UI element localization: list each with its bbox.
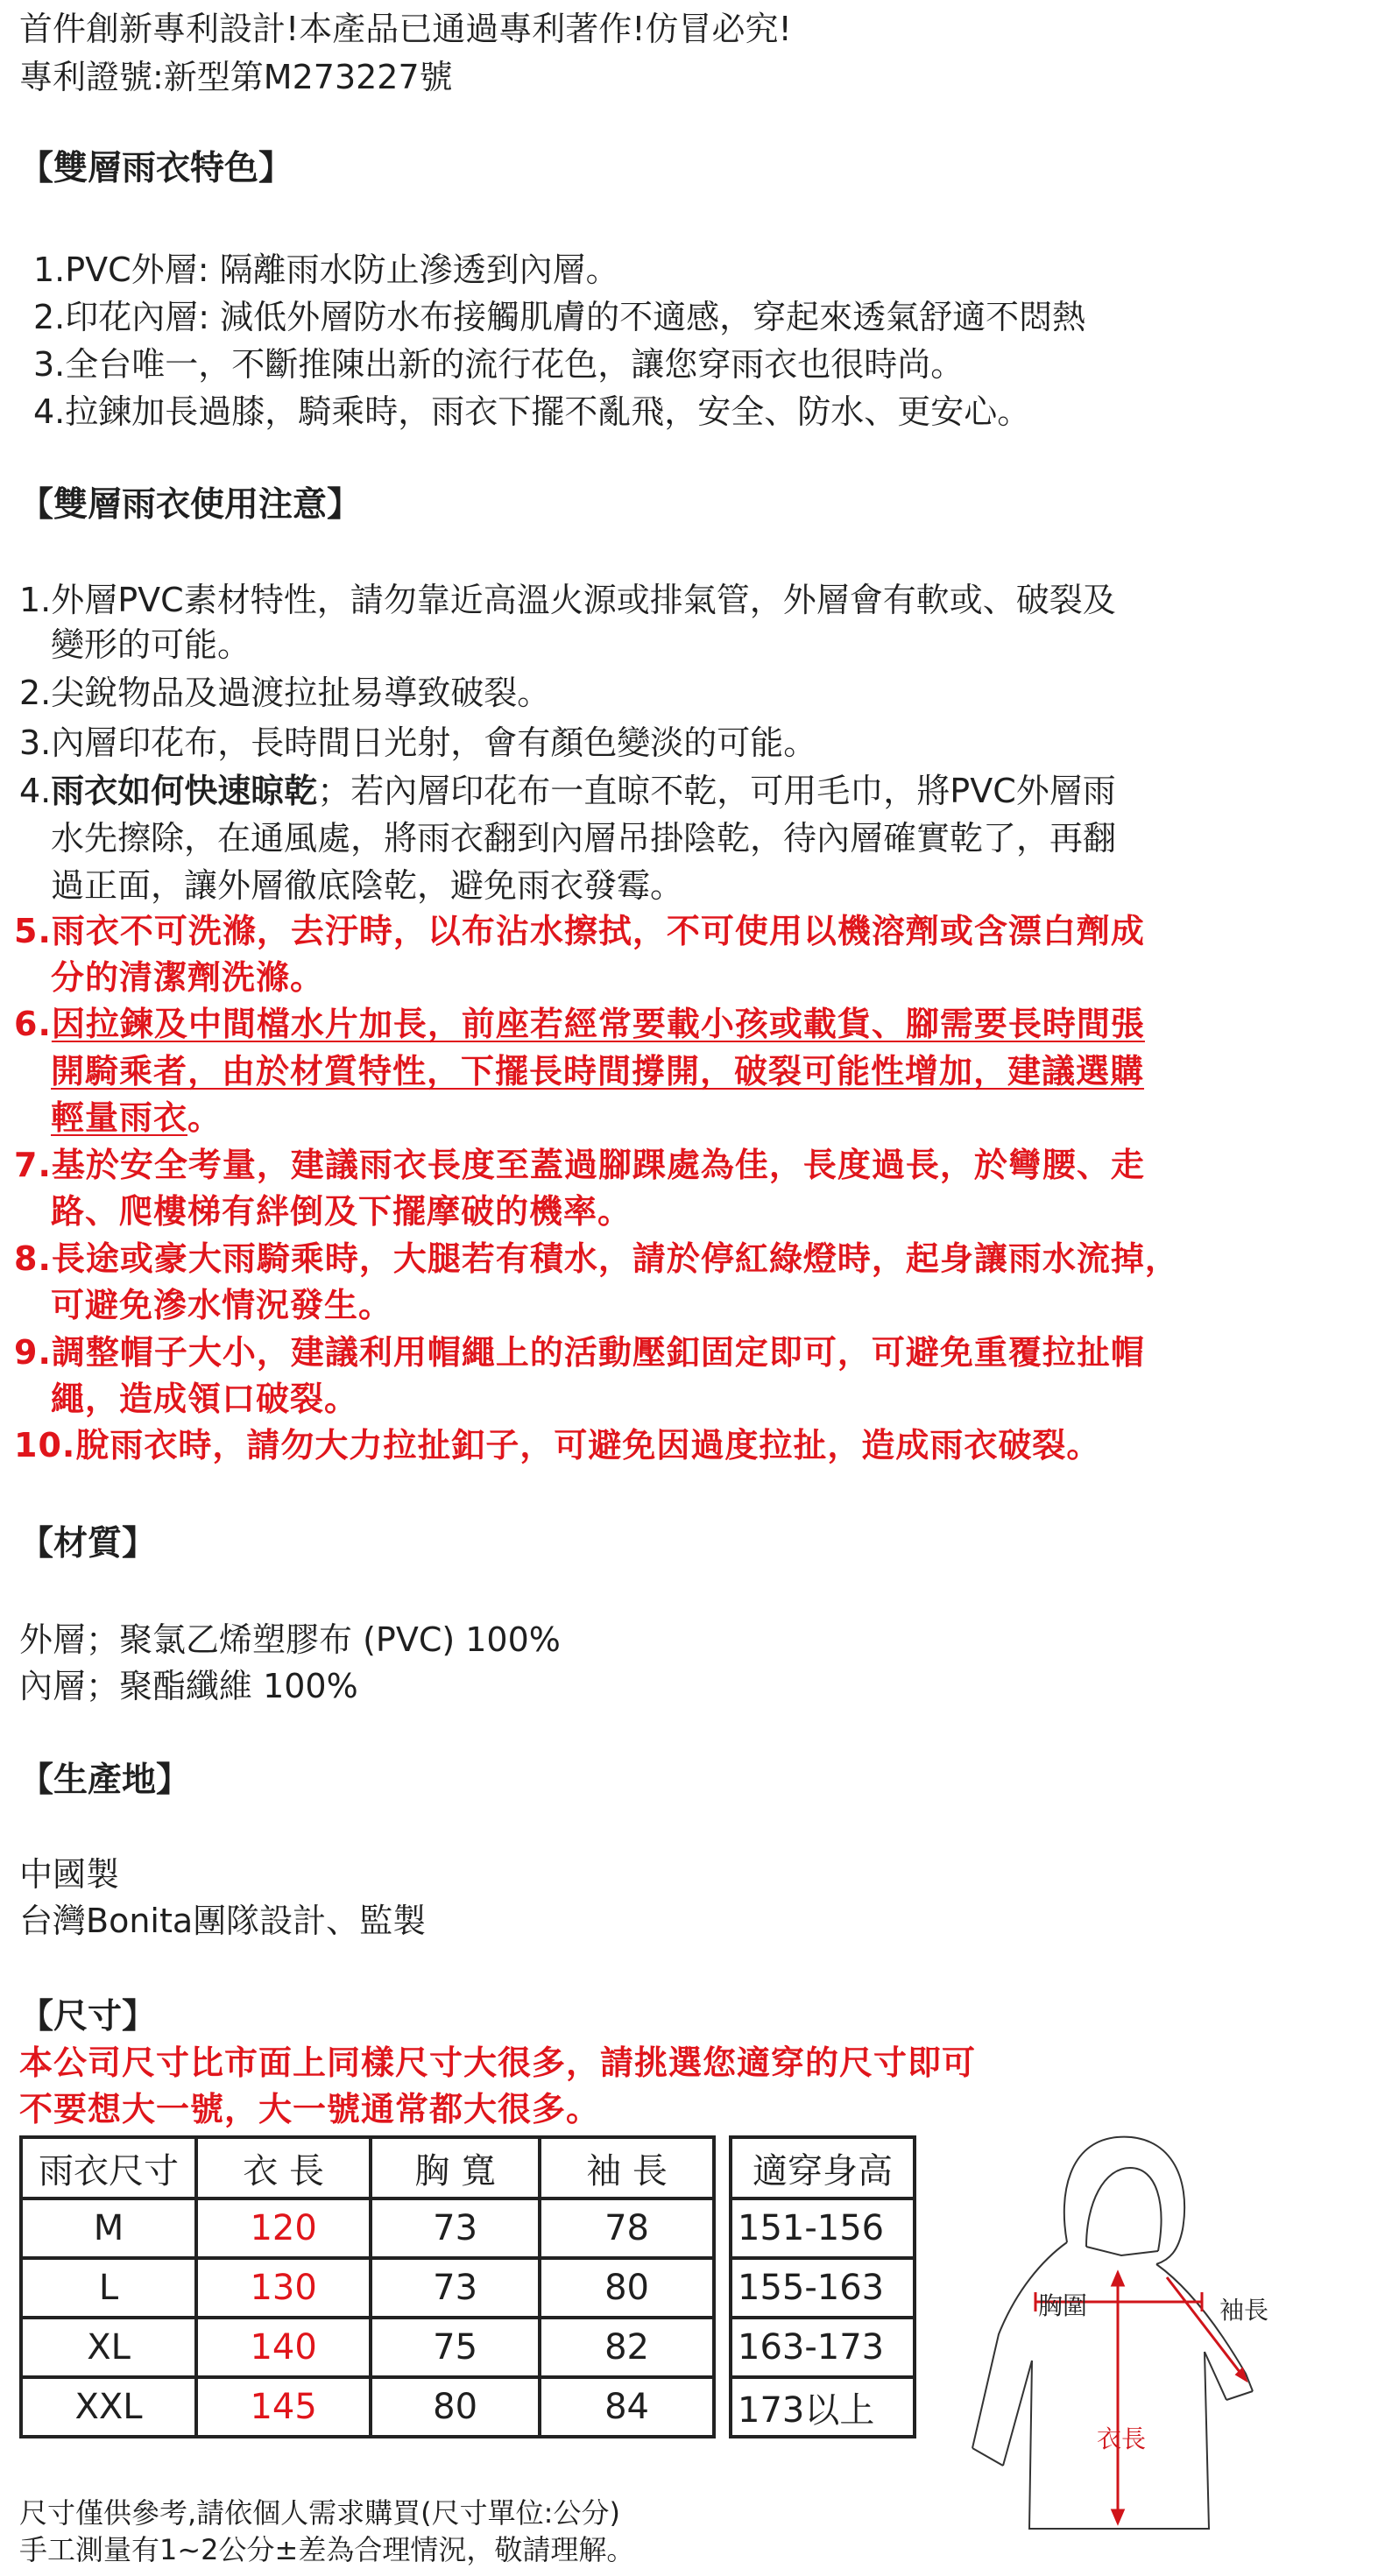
table-row xyxy=(731,2318,915,2377)
size-warning-2: 不要想大一號，大一號通常都大很多。 xyxy=(19,2090,601,2128)
features-heading: 【雙層雨衣特色】 xyxy=(19,149,293,188)
sleeve-cell: 84 xyxy=(540,2377,714,2437)
origin-design: 台灣Bonita團隊設計、監製 xyxy=(19,1902,427,1940)
sleeve-cell: 80 xyxy=(540,2258,714,2318)
note-5-line-2: 分的清潔劑洗滌。 xyxy=(51,958,325,997)
size-cell: M xyxy=(21,2198,196,2258)
note-4-text: ；若內層印花布一直晾不乾，可用毛巾，將PVC外層雨 xyxy=(317,772,1116,810)
size-footnote-1: 尺寸僅供參考,請依個人需求購買(尺寸單位:公分) xyxy=(19,2496,620,2530)
chest-cell: 75 xyxy=(371,2318,540,2377)
size-cell: XXL xyxy=(21,2377,196,2437)
height-cell: 173以上 xyxy=(731,2377,915,2437)
table-row xyxy=(21,2318,714,2377)
header-length: 衣 長 xyxy=(196,2137,371,2198)
table-row xyxy=(731,2198,915,2258)
note-10: 10.脫雨衣時，請勿大力拉扯釦子，可避免因過度拉扯，造成雨衣破裂。 xyxy=(14,1426,1101,1464)
table-row xyxy=(21,2198,714,2258)
material-outer: 外層；聚氯乙烯塑膠布 (PVC) 100% xyxy=(19,1620,561,1659)
note-2: 2.尖銳物品及過渡拉扯易導致破裂。 xyxy=(19,674,551,712)
size-heading: 【尺寸】 xyxy=(19,1997,157,2036)
size-cell: XL xyxy=(21,2318,196,2377)
header-height: 適穿身高 xyxy=(731,2137,915,2198)
note-6-text-1: 因拉鍊及中間檔水片加長，前座若經常要載小孩或載貨、腳需要長時間張 xyxy=(51,1005,1145,1043)
chest-cell: 80 xyxy=(371,2377,540,2437)
length-label: 衣長 xyxy=(1097,2424,1147,2453)
length-cell: 145 xyxy=(196,2377,371,2437)
size-table-header xyxy=(21,2137,714,2198)
chest-label: 胸圍 xyxy=(1038,2291,1088,2320)
note-5-line-1: 5.雨衣不可洗滌，去汙時，以布沾水擦拭，不可使用以機溶劑或含漂白劑成 xyxy=(14,912,1145,950)
note-7-line-2: 路、爬樓梯有絆倒及下擺摩破的機率。 xyxy=(51,1192,632,1231)
header-size: 雨衣尺寸 xyxy=(21,2137,196,2198)
sleeve-cell: 78 xyxy=(540,2198,714,2258)
feature-item-2: 2.印花內層: 減低外層防水布接觸肌膚的不適感，穿起來透氣舒適不悶熱 xyxy=(33,298,1086,336)
note-6-text-3: 輕量雨衣 xyxy=(51,1098,188,1137)
chest-cell: 73 xyxy=(371,2198,540,2258)
sleeve-cell: 82 xyxy=(540,2318,714,2377)
note-8-line-2: 可避免滲水情況發生。 xyxy=(51,1286,393,1324)
material-heading: 【材質】 xyxy=(19,1524,157,1563)
feature-item-3: 3.全台唯一，不斷推陳出新的流行花色，讓您穿雨衣也很時尚。 xyxy=(33,345,965,384)
header-sleeve: 袖 長 xyxy=(540,2137,714,2198)
size-warning-1: 本公司尺寸比市面上同樣尺寸大很多，請挑選您適穿的尺寸即可 xyxy=(19,2043,977,2082)
sleeve-label: 袖長 xyxy=(1219,2296,1269,2325)
note-9-line-2: 繩，造成領口破裂。 xyxy=(51,1380,359,1418)
note-4-line-1 xyxy=(19,769,1116,813)
table-row xyxy=(731,2258,915,2318)
patent-number: 專利證號:新型第M273227號 xyxy=(19,58,453,96)
note-6-text-2: 開騎乘者，由於材質特性，下擺長時間撐開，破裂可能性增加，建議選購 xyxy=(51,1052,1145,1090)
height-cell: 155-163 xyxy=(731,2258,915,2318)
chest-cell: 73 xyxy=(371,2258,540,2318)
table-row xyxy=(731,2377,915,2437)
size-footnote-2: 手工測量有1~2公分±差為合理情況，敬請理解。 xyxy=(19,2533,635,2566)
feature-item-4: 4.拉鍊加長過膝，騎乘時，雨衣下擺不亂飛，安全、防水、更安心。 xyxy=(33,392,1031,431)
origin-heading: 【生產地】 xyxy=(19,1761,191,1800)
note-6-number: 6. xyxy=(14,1005,52,1043)
material-inner: 內層；聚酯纖維 100% xyxy=(19,1667,358,1705)
note-1-line-1: 1.外層PVC素材特性，請勿靠近高溫火源或排氣管，外層會有軟或、破裂及 xyxy=(19,581,1116,619)
note-1-line-2: 變形的可能。 xyxy=(51,625,251,664)
note-6-line-2 xyxy=(51,1049,1144,1093)
table-row xyxy=(21,2258,714,2318)
size-cell: L xyxy=(21,2258,196,2318)
length-cell: 130 xyxy=(196,2258,371,2318)
note-6-end: 。 xyxy=(187,1098,223,1137)
patent-notice: 首件創新專利設計!本產品已通過專利著作!仿冒必究! xyxy=(19,10,792,48)
note-3: 3.內層印花布，長時間日光射，會有顏色變淡的可能。 xyxy=(19,723,817,762)
note-6-line-3 xyxy=(51,1096,222,1140)
note-8-line-1: 8.長途或豪大雨騎乘時，大腿若有積水，請於停紅綠燈時，起身讓雨水流掉， xyxy=(14,1239,1179,1278)
origin-country: 中國製 xyxy=(19,1855,120,1894)
table-row xyxy=(21,2377,714,2437)
height-cell: 151-156 xyxy=(731,2198,915,2258)
note-7-line-1: 7.基於安全考量，建議雨衣長度至蓋過腳踝處為佳，長度過長，於彎腰、走 xyxy=(14,1146,1145,1184)
note-9-line-1: 9.調整帽子大小，建議利用帽繩上的活動壓釦固定即可，可避免重覆拉扯帽 xyxy=(14,1333,1145,1372)
feature-item-1: 1.PVC外層: 隔離雨水防止滲透到內層。 xyxy=(33,251,619,289)
note-4-number: 4. xyxy=(19,772,52,810)
notes-heading: 【雙層雨衣使用注意】 xyxy=(19,485,362,525)
height-cell: 163-173 xyxy=(731,2318,915,2377)
note-4-line-3: 過正面，讓外層徹底陰乾，避免雨衣發霉。 xyxy=(51,866,684,905)
height-table xyxy=(729,2135,916,2438)
note-6-line-1 xyxy=(14,1002,1145,1046)
length-cell: 120 xyxy=(196,2198,371,2258)
note-4-line-2: 水先擦除，在通風處，將雨衣翻到內層吊掛陰乾，待內層確實乾了，再翻 xyxy=(51,819,1117,857)
note-4-title: 雨衣如何快速晾乾 xyxy=(51,772,318,810)
size-table xyxy=(19,2135,716,2438)
length-cell: 140 xyxy=(196,2318,371,2377)
header-chest: 胸 寬 xyxy=(371,2137,540,2198)
